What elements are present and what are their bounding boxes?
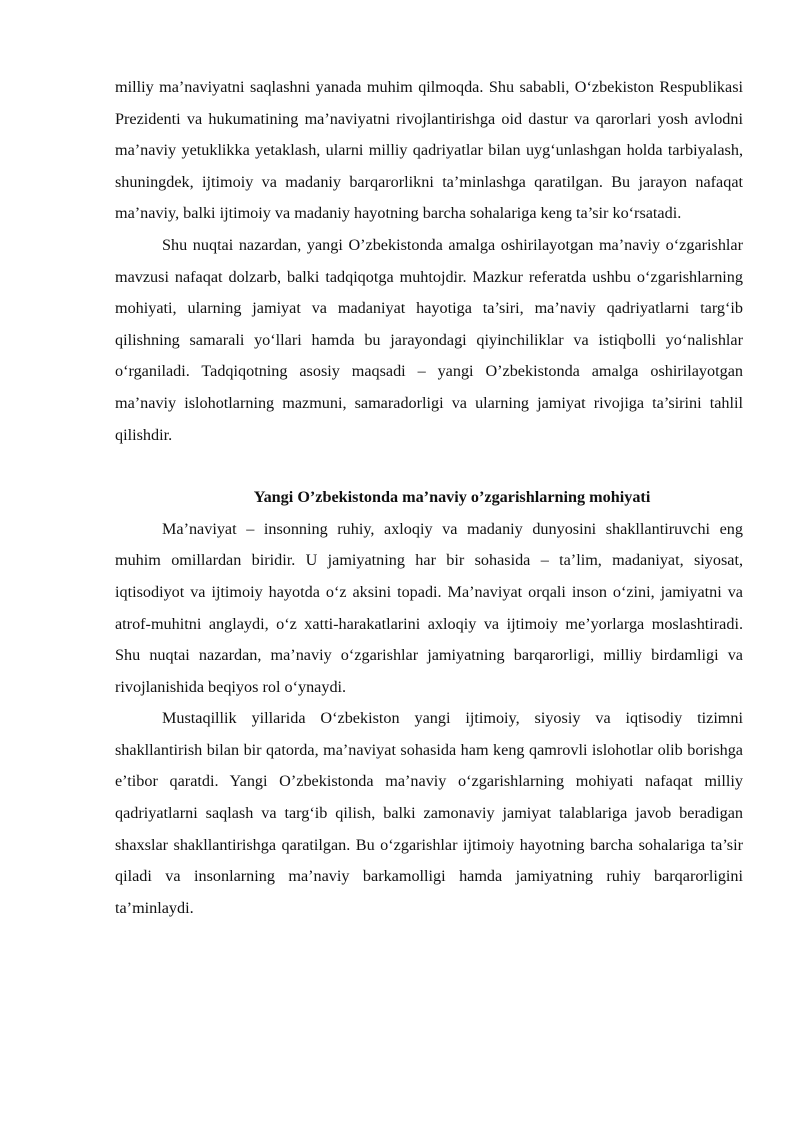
paragraph-manaviyat-definition: Ma’naviyat – insonning ruhiy, axloqiy va madaniy dunyosini shakllantiruvchi eng muhim omillardan biridir. U jamiyatning har bir sohasida – ta’lim, madaniyat, siyosat, iqtisodiyot va ijtimoiy hayotda o‘z aksini topadi. Ma’naviyat orqali inson o‘zini, jamiyatni va atrof-muhitni anglaydi, o‘z xatti-harakatlarini axloqiy va ijtimoiy me’yorlarga moslashtiradi. Shu nuqtai nazardan, ma’naviy o‘zgarishlar jamiyatning barqarorligi, milliy birdamligi va rivojlanishida beqiyos rol o‘ynaydi. bbox=[115, 519, 743, 696]
paragraph-continuation: milliy ma’naviyatni saqlashni yanada muhim qilmoqda. Shu sababli, O‘zbekiston Respublikasi Prezidenti va hukumatining ma’naviyatni rivojlantirishga oid dastur va qarorlari yosh avlodni ma’naviy yetuklikka yetaklash, ularni milliy qadriyatlar bilan uyg‘unlashgan holda tarbiyalash, shuningdek, ijtimoiy va madaniy barqarorlikni ta’minlashga qaratilgan. Bu jarayon nafaqat ma’naviy, balki ijtimoiy va madaniy hayotning barcha sohalariga keng ta’sir ko‘rsatadi. bbox=[115, 78, 743, 223]
section-heading: Yangi O’zbekistonda ma’naviy o’zgarishlarning mohiyati bbox=[253, 488, 651, 507]
paragraph-research-aim: Shu nuqtai nazardan, yangi O’zbekistonda amalga oshirilayotgan ma’naviy o‘zgarishlar mavzusi nafaqat dolzarb, balki tadqiqotga muhtojdir. Mazkur referatda ushbu o‘zgarishlarning mohiyati, ularning jamiyat va madaniyat hayotiga ta’siri, ma’naviy qadriyatlarni targ‘ib qilishning samarali yo‘llari hamda bu jarayondagi qiyinchiliklar va istiqbolli yo‘nalishlar o‘rganiladi. Tadqiqotning asosiy maqsadi – yangi O’zbekistonda amalga oshirilayotgan ma’naviy islohotlarning mazmuni, samaradorligi va ularning jamiyat rivojiga ta’sirini tahlil qilishdir. bbox=[115, 235, 743, 444]
paragraph-independence-reforms: Mustaqillik yillarida O‘zbekiston yangi ijtimoiy, siyosiy va iqtisodiy tizimni shakllantirish bilan bir qatorda, ma’naviyat sohasida ham keng qamrovli islohotlar olib borishga e’tibor qaratdi. Yangi O’zbekistonda ma’naviy o‘zgarishlarning mohiyati nafaqat milliy qadriyatlarni saqlash va targ‘ib qilish, balki zamonaviy jamiyat talablariga javob beradigan shaxslar shakllantirishga qaratilgan. Bu o‘zgarishlar ijtimoiy hayotning barcha sohalariga ta’sir qiladi va insonlarning ma’naviy barkamolligi hamda jamiyatning ruhiy barqarorligini ta’minlaydi. bbox=[115, 709, 743, 917]
document-page bbox=[115, 72, 743, 924]
